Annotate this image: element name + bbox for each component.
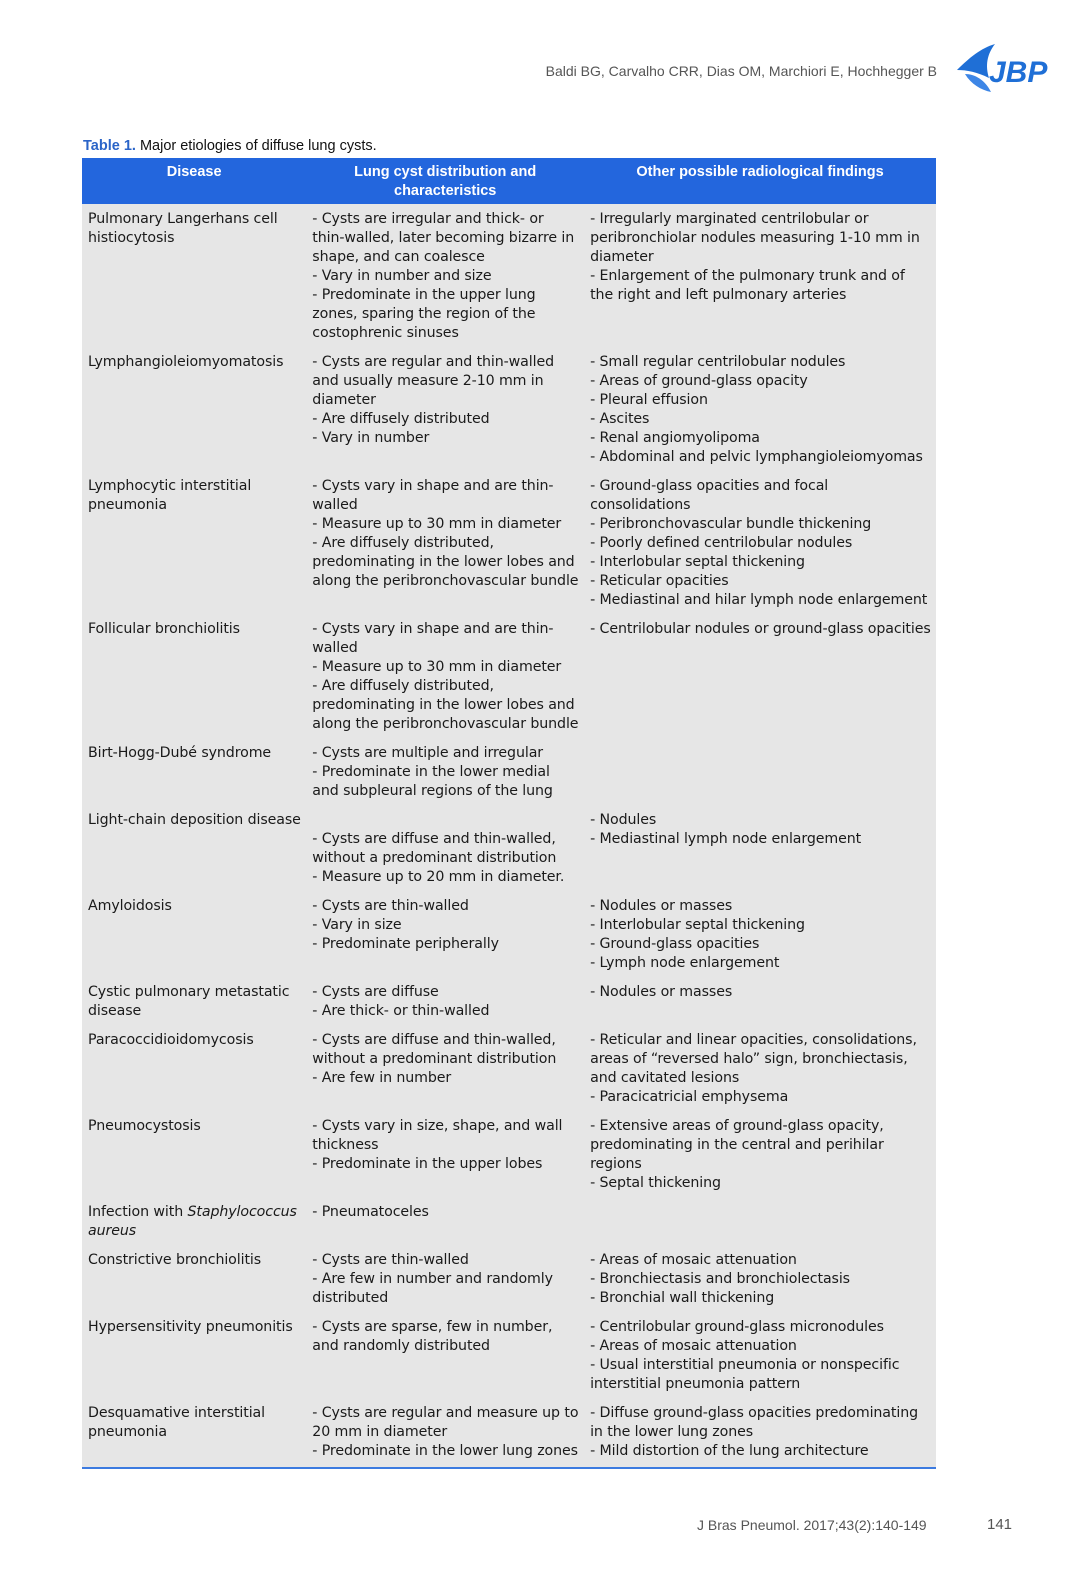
disease-cell: Desquamative interstitial pneumonia: [82, 1404, 306, 1468]
disease-prefix: Infection with: [88, 1204, 188, 1220]
journal-citation: J Bras Pneumol. 2017;43(2):140-149: [697, 1517, 927, 1533]
findings-cell: [584, 1203, 936, 1251]
distribution-cell: - Cysts vary in size, shape, and wall thickness - Predominate in the upper lobes: [306, 1117, 584, 1203]
disease-cell: Hypersensitivity pneumonitis: [82, 1318, 306, 1404]
jbp-logo: [955, 40, 1048, 100]
distribution-cell: - Cysts are regular and measure up to 20 mm in diameter - Predominate in the lower lung zones: [306, 1404, 584, 1468]
distribution-cell: - Cysts are regular and thin-walled and usually measure 2-10 mm in diameter - Are diffusely distributed - Vary in number: [306, 353, 584, 477]
distribution-cell: - Cysts are diffuse and thin-walled, without a predominant distribution - Are few in number: [306, 1031, 584, 1117]
distribution-cell: - Cysts are diffuse and thin-walled, without a predominant distribution - Measure up to 20 mm in diameter.: [306, 811, 584, 897]
findings-cell: - Extensive areas of ground-glass opacity, predominating in the central and perihilar regions - Septal thickening: [584, 1117, 936, 1203]
findings-cell: - Nodules or masses - Interlobular septal thickening - Ground-glass opacities - Lymph node enlargement: [584, 897, 936, 983]
table-row: [82, 1031, 936, 1117]
distribution-cell: - Cysts are thin-walled - Are few in number and randomly distributed: [306, 1251, 584, 1318]
findings-cell: - Centrilobular ground-glass micronodules - Areas of mosaic attenuation - Usual interstitial pneumonia or nonspecific interstitial pneumonia pattern: [584, 1318, 936, 1404]
findings-cell: - Reticular and linear opacities, consolidations, areas of “reversed halo” sign, bronchiectasis, and cavitated lesions - Paracicatricial emphysema: [584, 1031, 936, 1117]
findings-cell: [584, 744, 936, 811]
table-row: [82, 1251, 936, 1318]
findings-cell: - Irregularly marginated centrilobular or peribronchiolar nodules measuring 1-10 mm in diameter - Enlargement of the pulmonary trunk and of the right and left pulmonary arteries: [584, 204, 936, 353]
findings-cell: - Nodules or masses: [584, 983, 936, 1031]
findings-cell: - Nodules - Mediastinal lymph node enlargement: [584, 811, 936, 897]
column-header-distribution: Lung cyst distribution and characteristics: [306, 158, 584, 204]
disease-cell: Cystic pulmonary metastatic disease: [82, 983, 306, 1031]
table-row: [82, 353, 936, 477]
svg-text:JBP: JBP: [989, 56, 1048, 89]
table-row: [82, 744, 936, 811]
table-row: [82, 811, 936, 897]
disease-cell: Birt-Hogg-Dubé syndrome: [82, 744, 306, 811]
table-caption-text: Major etiologies of diffuse lung cysts.: [135, 138, 377, 154]
findings-cell: - Diffuse ground-glass opacities predominating in the lower lung zones - Mild distortion of the lung architecture: [584, 1404, 936, 1468]
disease-cell: Lymphangioleiomyomatosis: [82, 353, 306, 477]
distribution-cell: - Cysts are irregular and thick- or thin-walled, later becoming bizarre in shape, and can coalesce - Vary in number and size - Predominate in the upper lung zones, sparing the region of the costophrenic sinuses: [306, 204, 584, 353]
table-caption: [83, 138, 377, 154]
table-row: [82, 1203, 936, 1251]
distribution-cell: - Cysts are diffuse - Are thick- or thin-walled: [306, 983, 584, 1031]
disease-cell: Amyloidosis: [82, 897, 306, 983]
findings-cell: - Areas of mosaic attenuation - Bronchiectasis and bronchiolectasis - Bronchial wall thickening: [584, 1251, 936, 1318]
distribution-cell: - Cysts vary in shape and are thin-walled - Measure up to 30 mm in diameter - Are diffusely distributed, predominating in the lower lobes and along the peribronchovascular bundle: [306, 477, 584, 620]
table-header-row: [82, 158, 936, 204]
table-row: [82, 1318, 936, 1404]
distribution-cell: - Cysts vary in shape and are thin-walled - Measure up to 30 mm in diameter - Are diffusely distributed, predominating in the lower lobes and along the peribronchovascular bundle: [306, 620, 584, 744]
etiologies-table-wrapper: [82, 158, 936, 1469]
disease-cell: [82, 1203, 306, 1251]
table-row: [82, 983, 936, 1031]
distribution-cell: - Pneumatoceles: [306, 1203, 584, 1251]
disease-cell: Follicular bronchiolitis: [82, 620, 306, 744]
findings-cell: - Ground-glass opacities and focal consolidations - Peribronchovascular bundle thickening - Poorly defined centrilobular nodules - Interlobular septal thickening - Reticular opacities - Mediastinal and hilar lymph node enlargement: [584, 477, 936, 620]
disease-cell: Constrictive bronchiolitis: [82, 1251, 306, 1318]
findings-cell: - Centrilobular nodules or ground-glass opacities: [584, 620, 936, 744]
table-caption-label: Table 1.: [83, 138, 136, 154]
findings-cell: - Small regular centrilobular nodules - Areas of ground-glass opacity - Pleural effusion - Ascites - Renal angiomyolipoma - Abdominal and pelvic lymphangioleiomyomas: [584, 353, 936, 477]
table-row: [82, 1117, 936, 1203]
disease-cell: Paracoccidioidomycosis: [82, 1031, 306, 1117]
disease-organism: Staphylococcus aureus: [88, 1204, 297, 1239]
distribution-cell: - Cysts are multiple and irregular - Predominate in the lower medial and subpleural regions of the lung: [306, 744, 584, 811]
disease-cell: Light-chain deposition disease: [82, 811, 306, 897]
etiologies-table: [82, 158, 936, 1469]
distribution-cell: - Cysts are sparse, few in number, and randomly distributed: [306, 1318, 584, 1404]
table-row: [82, 477, 936, 620]
running-header-authors: Baldi BG, Carvalho CRR, Dias OM, Marchiori E, Hochhegger B: [545, 63, 937, 79]
column-header-disease: Disease: [82, 158, 306, 204]
disease-cell: Pulmonary Langerhans cell histiocytosis: [82, 204, 306, 353]
column-header-findings: Other possible radiological findings: [584, 158, 936, 204]
disease-cell: Lymphocytic interstitial pneumonia: [82, 477, 306, 620]
page-number: 141: [987, 1516, 1013, 1533]
distribution-cell: - Cysts are thin-walled - Vary in size - Predominate peripherally: [306, 897, 584, 983]
table-row: [82, 897, 936, 983]
table-row: [82, 1404, 936, 1468]
disease-cell: Pneumocystosis: [82, 1117, 306, 1203]
table-row: [82, 204, 936, 353]
table-row: [82, 620, 936, 744]
